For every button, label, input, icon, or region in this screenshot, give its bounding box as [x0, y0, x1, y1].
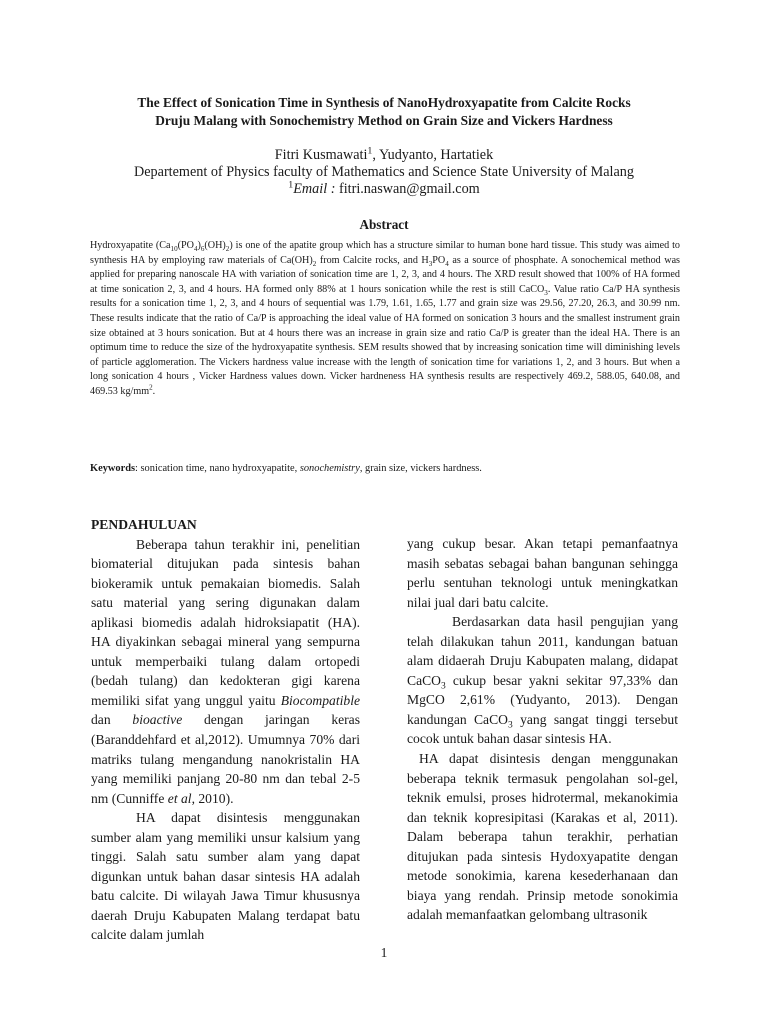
left-column — [91, 515, 360, 945]
paper-title — [80, 94, 688, 130]
abstract-text: ) — [197, 240, 201, 251]
author-first: Fitri Kusmawati — [274, 147, 368, 163]
email-label: Email : — [293, 181, 336, 197]
paragraph — [91, 535, 360, 809]
paragraph: HA dapat disintesis menggunakan sumber alam yang memiliki unsur kalsium yang tinggi. Salah satu sumber alam yang dapat digunkan untuk bahan dasar sintesis HA adalah batu calcite. Di wilayah Jawa Timur khususnya daerah Druju Kabupaten Malang terdapat batu calcite dalam jumlah — [91, 810, 360, 943]
title-line-2: Druju Malang with Sonochemistry Method on Grain Size and Vickers Hardness — [155, 113, 613, 128]
paragraph-text: yang sangat tinggi tersebut cocok untuk bahan dasar sintesis HA. — [407, 711, 678, 747]
abstract-text: Hydroxyapatite (Ca — [90, 240, 171, 251]
paragraph-text: Berdasarkan data hasil pengujian yang telah dilakukan tahun 2011, kandungan batuan alam didaerah Druju Kabupaten malang, didapat CaCO — [407, 614, 678, 688]
paragraph-text: , 2010). — [191, 790, 234, 806]
subscript: 3 — [544, 288, 548, 297]
keywords-text: : sonication time, nano hydroxyapatite, — [135, 463, 300, 474]
paragraph — [407, 612, 678, 749]
subscript: 3 — [507, 720, 513, 731]
keywords-italic: sonochemistry — [299, 463, 360, 474]
subscript: 10 — [170, 245, 178, 254]
paragraph-text: cukup besar yakni sekitar 97,33% dan MgCO 2,61% (Yudyanto, 2013). Dengan kandungan CaCO — [407, 672, 678, 727]
abstract-text: (OH) — [204, 240, 226, 251]
paragraph-text: dan — [91, 712, 133, 728]
page-number: 1 — [380, 945, 388, 960]
subscript: 3 — [428, 259, 433, 268]
abstract-text: (PO — [177, 240, 194, 251]
abstract-text: from Calcite rocks, and H — [316, 254, 429, 266]
paragraph: yang cukup besar. Akan tetapi pemanfaatnya masih sebatas sebagai bahan bangunan sehingga perlu sentuhan teknologi untuk meningkatkan nilai jual dari batu calcite. — [407, 536, 678, 610]
keywords — [90, 462, 680, 476]
subscript: 2 — [225, 245, 230, 254]
italic-term: bioactive — [132, 712, 183, 728]
abstract-text: . Value ratio Ca/P HA synthesis results for a sonication time 1, 2, 3, and 4 hours of sequential was 1.79, 1.61, 1.65, 1.77 and grain size was 29.56, 27.20, 26.3, and 30.99 nm. These results indicate that the ratio of Ca/P is approaching the ideal value of HA formed on sonication 3 hours and the smallest instrument grain size obtained at 3 hours sonication. But at 4 hours there was an increase in grain size and ratio Ca/P is greater than the ideal HA. There is an optimum time to reduce the size of the hydroxyapatite synthesis. SEM results showed that by increasing sonication time will diminishing levels of particle agglomeration. The Vickers hardness value increase with the length of sonication time for variations 1, 2, and 3 hours. But when a long sonication 4 hours , Vicker Hardness values down. Vicker hardneness HA synthesis results are respectively 469.2, 588.05, 640.08, and 469.53 kg/mm — [90, 283, 680, 397]
abstract-text: PO — [432, 254, 446, 266]
subscript: 6 — [200, 245, 205, 254]
abstract-text: . — [152, 385, 156, 397]
subscript: 4 — [445, 259, 449, 268]
abstract-text: ) is one of the apatite group which has a structure similar to human bone hard tissue. This study was aimed to synthesis HA by employing raw materials of Ca(OH) — [90, 240, 680, 266]
author-rest: , Yudyanto, Hartatiek — [372, 147, 494, 163]
paragraph-text: Beberapa tahun terakhir ini, penelitian biomaterial ditujukan pada sintesis bahan biokeramik untuk pemakaian biomedis. Salah satu material yang sering digunakan dalam aplikasi biomedis adalah hidroksiapatit (HA). HA diyakinkan sebagai mineral yang sempurna untuk memperbaiki tulang dalam ortopedi (bedah tulang) dan kedokteran gigi karena memiliki sifat yang unggul yaitu — [91, 536, 360, 708]
email-affil-marker: 1 — [288, 179, 294, 191]
paragraph: HA dapat disintesis dengan menggunakan beberapa teknik termasuk pengolahan sol-gel, teknik emulsi, proses hidrotermal, mekanokimia dan teknik kopresipitasi (Karakas et al, 2011). Dalam beberapa tahun terakhir, perhatian ditujukan pada sintesis Hydoxyapatite dengan metode sonokimia, karena kesederhanaan dan biaya yang rendah. Prinsip metode sonokimia adalah memanfaatkan gelombang ultrasonik — [407, 751, 678, 923]
email-address[interactable]: fitri.naswan@gmail.com — [335, 181, 480, 197]
italic-term: Biocompatible — [280, 692, 360, 708]
subscript: 4 — [193, 245, 198, 254]
affiliation: Departement of Physics faculty of Mathematics and Science State University of Malang — [134, 164, 634, 180]
right-column — [407, 534, 678, 925]
section-heading: PENDAHULUAN — [91, 517, 197, 532]
abstract-text: as a source of phosphate. A sonochemical method was applied for preparing nanoscale HA with variation of sonication time are 1, 2, 3, and 4 hours. The XRD result showed that 100% of HA formed at time sonication 2, 3, and 4 hours. HA formed only 88% at 1 hours sonication while the rest is still CaCO — [90, 254, 681, 295]
title-line-1: The Effect of Sonication Time in Synthesis of NanoHydroxyapatite from Calcite Rocks — [137, 95, 631, 110]
subscript: 3 — [440, 681, 446, 692]
abstract-body — [90, 239, 680, 400]
keywords-label: Keywords — [90, 463, 136, 474]
superscript: 2 — [149, 383, 153, 392]
keywords-text: , grain size, vickers hardness. — [359, 463, 482, 474]
author-affil-marker: 1 — [367, 145, 373, 157]
paragraph-text: dengan jaringan keras (Baranddehfard et al,2012). Umumnya 70% dari matriks tulang mengandung nanokristalin HA yang memiliki panjang 20-80 nm dan tebal 2-5 nm (Cunniffe — [91, 712, 361, 806]
italic-term: et al — [167, 790, 192, 806]
abstract-heading: Abstract — [359, 217, 409, 232]
email-line — [80, 180, 688, 199]
subscript: 2 — [312, 259, 317, 268]
